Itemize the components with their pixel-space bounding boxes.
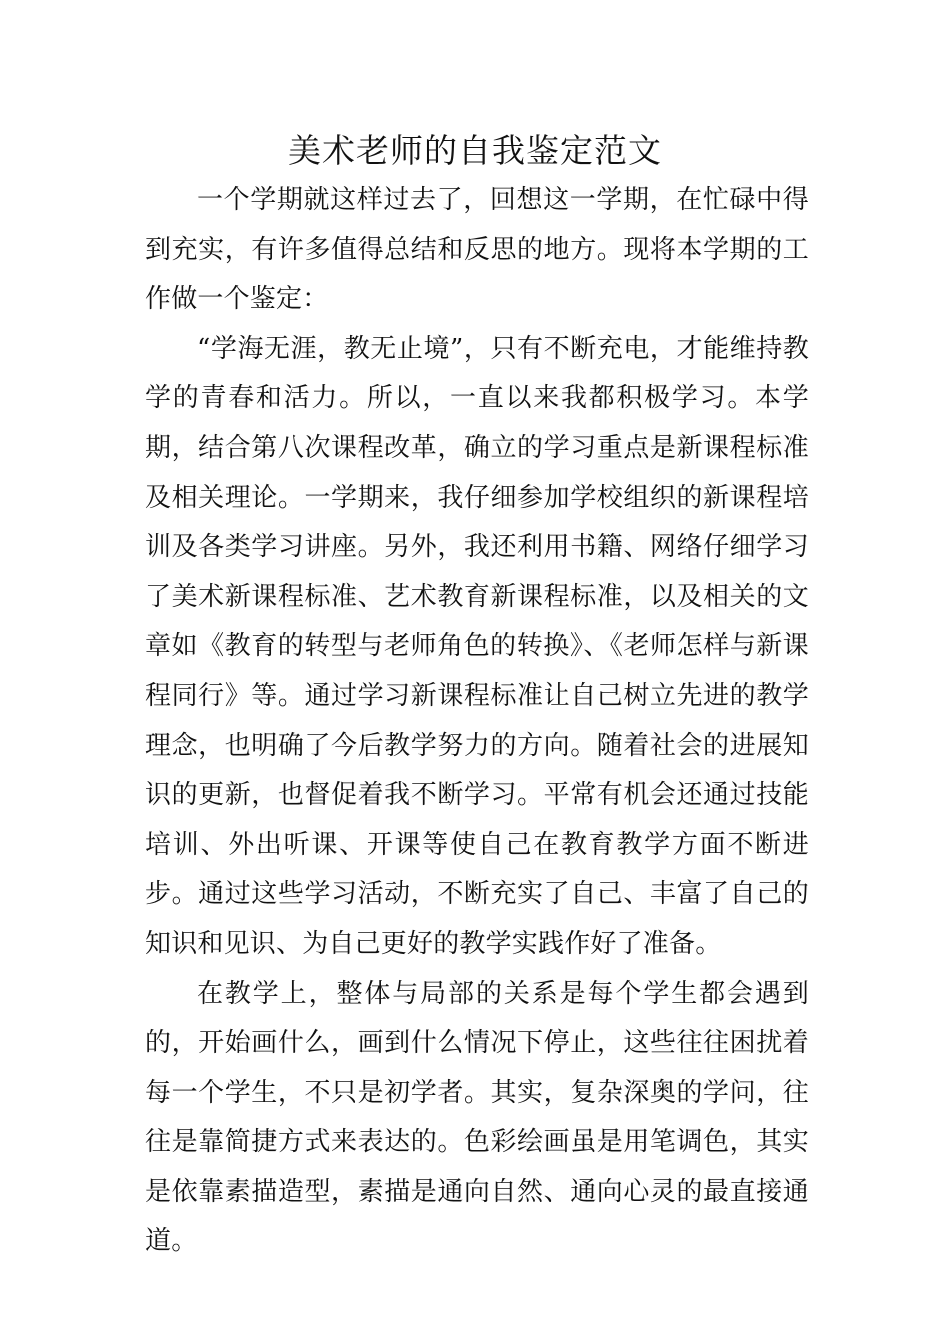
paragraph-learning: “学海无涯，教无止境”，只有不断充电，才能维持教学的青春和活力。所以，一直以来我都积极学习。本学期，结合第八次课程改革，确立的学习重点是新课程标准及相关理论。一学期来，我仔细参加学校组织的新课程培训及各类学习讲座。另外，我还利用书籍、网络仔细学习了美术新课程标准、艺术教育新课程标准，以及相关的文章如《教育的转型与老师角色的转换》、《老师怎样与新课程同行》等。通过学习新课程标准让自己树立先进的教学理念，也明确了今后教学努力的方向。随着社会的进展知识的更新，也督促着我不断学习。平常有机会还通过技能培训、外出听课、开课等使自己在教育教学方面不断进步。通过这些学习活动，不断充实了自己、丰富了自己的知识和见识、为自己更好的教学实践作好了准备。 xyxy=(145,333,809,959)
document-title: 美术老师的自我鉴定范文 xyxy=(288,131,662,170)
paragraph-intro: 一个学期就这样过去了，回想这一学期，在忙碌中得到充实，有许多值得总结和反思的地方。现将本学期的工作做一个鉴定： xyxy=(145,185,809,315)
document-body xyxy=(145,176,809,1267)
paragraph-teaching: 在教学上，整体与局部的关系是每个学生都会遇到的，开始画什么，画到什么情况下停止，这些往往困扰着每一个学生，不只是初学者。其实，复杂深奥的学问，往往是靠简捷方式来表达的。色彩绘画虽是用笔调色，其实是依靠素描造型，素描是通向自然、通向心灵的最直接通道。 xyxy=(145,978,809,1257)
